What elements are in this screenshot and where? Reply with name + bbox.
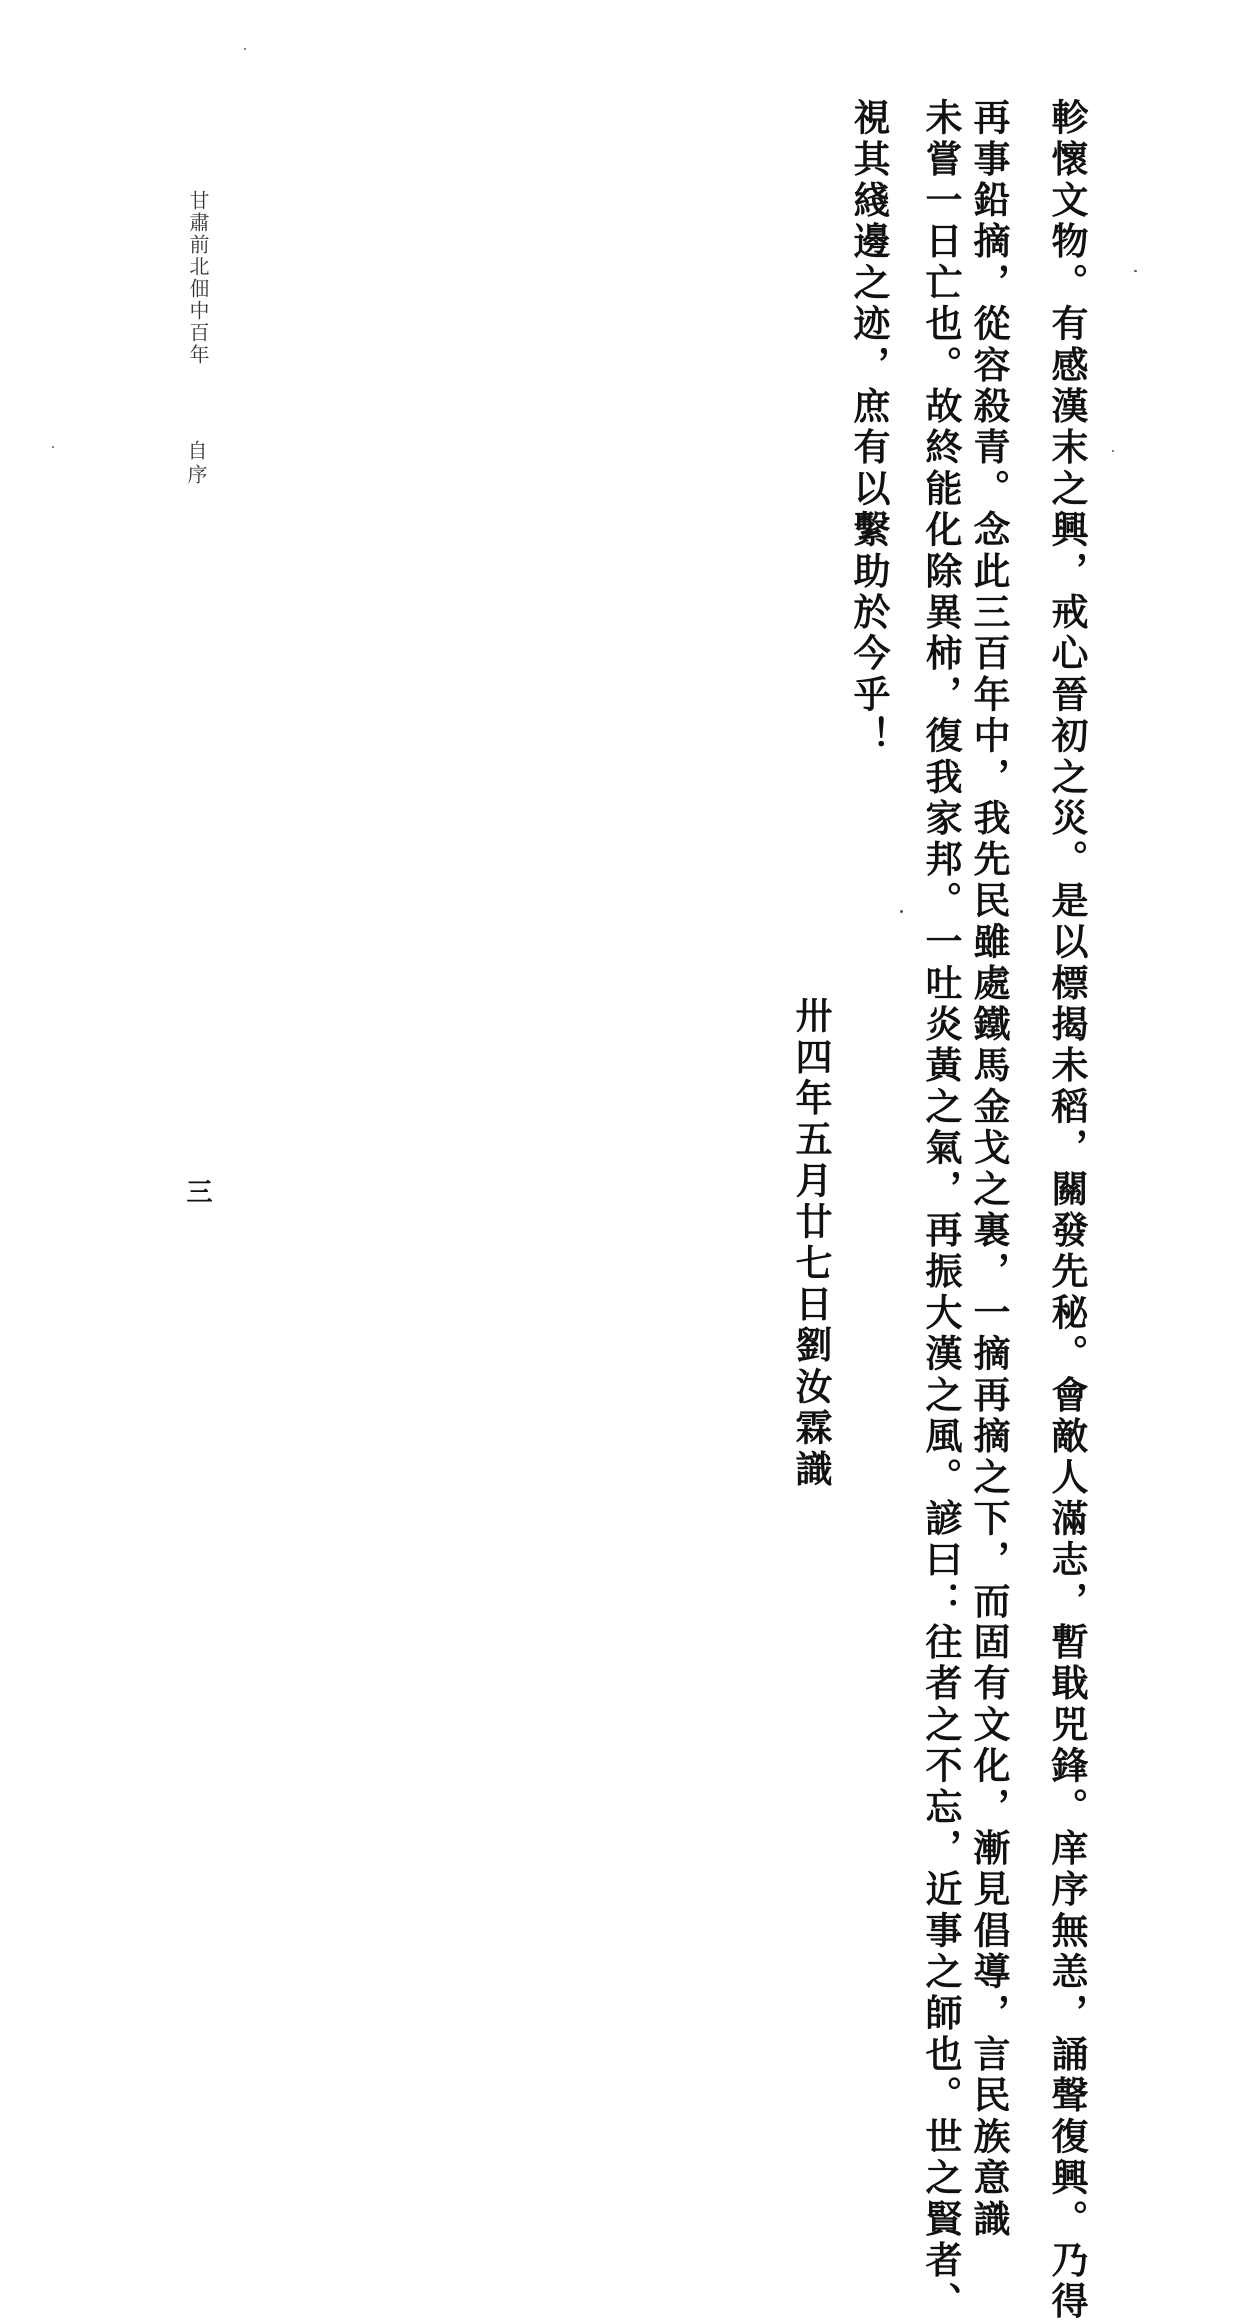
scan-speck (1112, 450, 1114, 452)
body-column-4: 視其綫邊之迹，庶有以繫助於今乎！ (847, 98, 891, 758)
scan-speck (52, 446, 54, 448)
scan-speck (244, 48, 246, 50)
scan-speck (1134, 270, 1137, 272)
scan-speck (900, 910, 903, 913)
signature-date-line: 卅四年五月廿七日劉汝霖識 (789, 996, 833, 1491)
body-column-1: 軫懷文物。有感漢末之興，戒心晉初之災。是以標揭未稻，關發先秘。會敵人滿志，暫戢兕鋒。庠序無恙，誦聲復興。乃得 (1045, 98, 1089, 2323)
running-head-title: 甘肅前北佃中百年 (186, 190, 210, 366)
body-column-2: 再事鉛摘，從容殺青。念此三百年中，我先民雖處鐵馬金戈之裏，一摘再摘之下，而固有文化，漸見倡導，言民族意識 (967, 98, 1011, 2241)
page-number: 三 (182, 1178, 212, 1204)
running-head-section: 自序 (184, 440, 208, 488)
body-column-3: 未嘗一日亡也。故終能化除異柿，復我家邦。一吐炎黃之氣，再振大漢之風。諺曰：往者之不忘，近事之師也。世之賢者、 (919, 98, 963, 2323)
